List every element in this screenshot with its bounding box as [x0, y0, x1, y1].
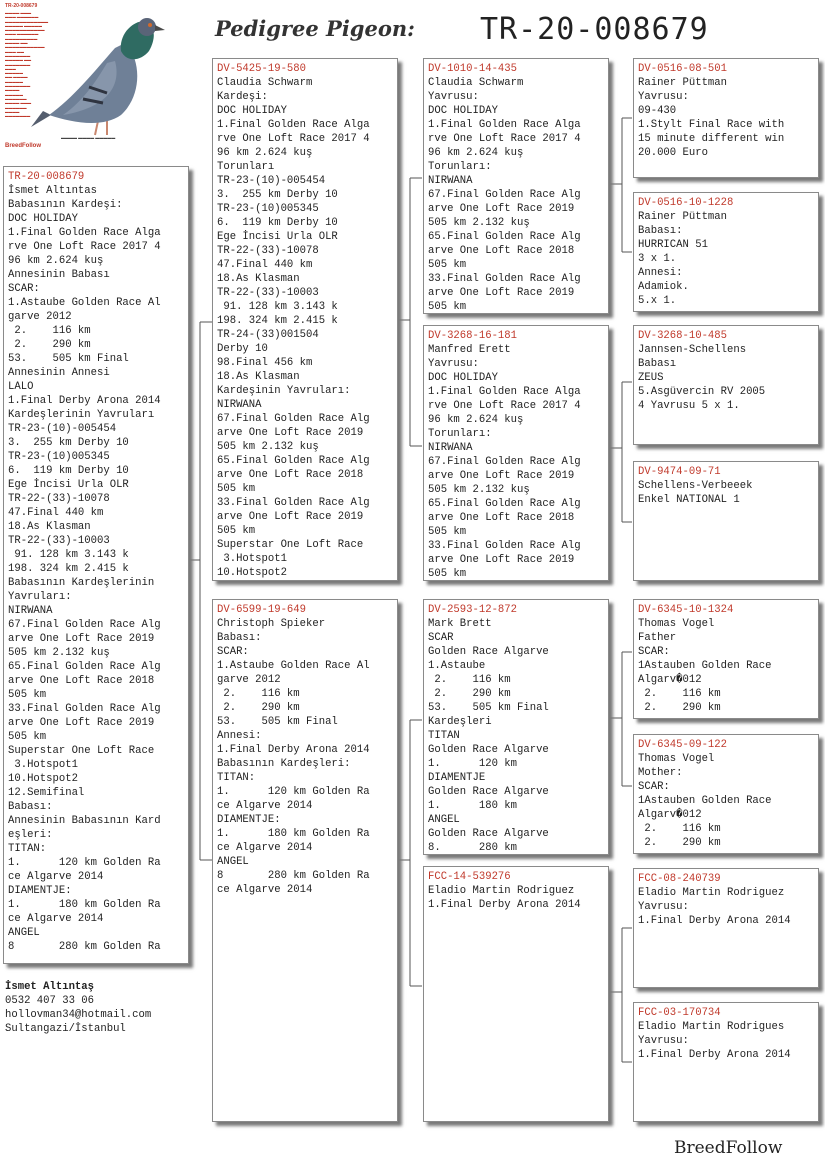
pedigree-line: 505 km — [217, 525, 256, 537]
pedigree-line: 3 x 1. — [638, 253, 677, 265]
pedigree-line: DOC HOLIDAY — [217, 105, 287, 117]
pigeon-photo-card — [3, 3, 186, 153]
pedigree-line: 8. 280 km — [428, 842, 518, 854]
pedigree-line: arve One Loft Race 2019 — [428, 554, 575, 566]
pedigree-line: Kardeşlerinin Yavruları — [8, 409, 155, 421]
pedigree-line: TR-22-(33)-10003 — [217, 287, 319, 299]
grandparent-box-2[interactable] — [423, 325, 609, 581]
pedigree-line: 505 km 2.132 kuş — [428, 217, 530, 229]
pedigree-line: 1Astauben Golden Race — [638, 660, 772, 672]
pedigree-line: Golden Race Algarve — [428, 744, 549, 756]
pedigree-line: TR-23-(10)005345 — [8, 451, 110, 463]
pedigree-line: 67.Final Golden Race Alg — [217, 413, 370, 425]
pedigree-line: Algarv�012 — [638, 809, 702, 821]
great-grandparent-ring-7: FCC-08-240739 — [638, 873, 721, 885]
connector-gp1-ggps — [610, 118, 632, 252]
grandparent-box-3[interactable] — [423, 599, 609, 855]
pedigree-line: ANGEL — [217, 856, 249, 868]
pedigree-line: 1.Final Golden Race Alga — [217, 119, 370, 131]
pedigree-line: DOC HOLIDAY — [8, 213, 78, 225]
great-grandparent-box-6[interactable] — [633, 734, 819, 854]
pedigree-line: arve One Loft Race 2019 — [428, 287, 575, 299]
great-grandparent-ring-1: DV-0516-08-501 — [638, 63, 728, 75]
pedigree-line: Annesinin Babası — [8, 269, 110, 281]
great-grandparent-ring-3: DV-3268-10-485 — [638, 330, 728, 342]
pedigree-line: 33.Final Golden Race Alg — [217, 497, 370, 509]
pedigree-line: 2. 290 km — [638, 837, 721, 849]
great-grandparent-lines-3 — [638, 343, 814, 413]
pedigree-line: Babasının Kardeşlerinin — [8, 577, 155, 589]
pedigree-line: 1.Final Derby Arona 2014 — [428, 899, 581, 911]
pedigree-line: 1. 180 km Golden Ra — [8, 899, 161, 911]
pedigree-line: rve One Loft Race 2017 4 — [8, 241, 161, 253]
pedigree-line: rve One Loft Race 2017 4 — [428, 400, 581, 412]
connector-parent1-gps — [398, 178, 422, 446]
pedigree-line: Jannsen-Schellens — [638, 344, 747, 356]
pedigree-line: 1Astauben Golden Race — [638, 795, 772, 807]
pedigree-line: LALO — [8, 381, 34, 393]
pedigree-line: SCAR: — [638, 781, 670, 793]
pedigree-line: 505 km — [8, 731, 47, 743]
pedigree-line: NIRWANA — [8, 605, 53, 617]
grandparent-lines-2 — [428, 343, 604, 581]
pedigree-line: Babası: — [8, 801, 53, 813]
great-grandparent-lines-6 — [638, 752, 814, 850]
pedigree-line: DOC HOLIDAY — [428, 372, 498, 384]
pedigree-line: arve One Loft Race 2019 — [217, 427, 364, 439]
breeder-email: hollovman34@hotmail.com — [5, 1009, 152, 1021]
pedigree-line: SCAR: — [217, 646, 249, 658]
pedigree-line: 2. 116 km — [638, 688, 721, 700]
pedigree-line: 1. 120 km — [428, 758, 518, 770]
pedigree-line: 09-430 — [638, 105, 677, 117]
pedigree-line: 18.As Klasman — [8, 521, 91, 533]
connector-gp2-ggps — [610, 382, 632, 522]
pedigree-line: 67.Final Golden Race Alg — [8, 619, 161, 631]
dam-box[interactable] — [212, 599, 398, 1122]
pedigree-line: NIRWANA — [217, 399, 262, 411]
pedigree-line: arve One Loft Race 2018 — [8, 675, 155, 687]
pedigree-line: Eladio Martin Rodriguez — [638, 887, 785, 899]
pedigree-line: Golden Race Algarve — [428, 828, 549, 840]
great-grandparent-box-5[interactable] — [633, 599, 819, 719]
pedigree-line: 10.Hotspot2 — [217, 567, 287, 579]
pedigree-line: Babasının Kardeşleri: — [217, 758, 351, 770]
pedigree-line: 96 km 2.624 kuş — [428, 147, 524, 159]
pedigree-line: ce Algarve 2014 — [217, 800, 313, 812]
pedigree-line: 18.As Klasman — [217, 371, 300, 383]
pedigree-line: ANGEL — [8, 927, 40, 939]
great-grandparent-box-4[interactable] — [633, 461, 819, 581]
great-grandparent-box-2[interactable] — [633, 192, 819, 312]
pedigree-line: 33.Final Golden Race Alg — [428, 273, 581, 285]
pedigree-line: NIRWANA — [428, 175, 473, 187]
pedigree-line: Superstar One Loft Race — [217, 539, 364, 551]
grandparent-ring-2: DV-3268-16-181 — [428, 330, 518, 342]
pedigree-line: Annesi: — [217, 730, 262, 742]
grandparent-box-4[interactable] — [423, 866, 609, 1122]
pedigree-line: Manfred Erett — [428, 344, 511, 356]
footer-brand: BreedFollow — [674, 1138, 783, 1158]
pedigree-line: TR-24-(33)001504 — [217, 329, 319, 341]
pedigree-line: 1.Astaube Golden Race Al — [217, 660, 370, 672]
pedigree-line: Rainer Püttman — [638, 77, 728, 89]
pedigree-line: 1.Astaube Golden Race Al — [8, 297, 161, 309]
pedigree-line: 198. 324 km 2.415 k — [217, 315, 338, 327]
pedigree-line: ZEUS — [638, 372, 664, 384]
connector-parent2-gps — [398, 720, 422, 986]
pedigree-line: TR-23-(10)005345 — [217, 203, 319, 215]
pedigree-line: Rainer Püttman — [638, 211, 728, 223]
connector-gp4-ggps — [610, 928, 632, 1062]
pedigree-line: 47.Final 440 km — [8, 507, 104, 519]
pedigree-line: 18.As Klasman — [217, 273, 300, 285]
pedigree-line: ANGEL — [428, 814, 460, 826]
pedigree-line: arve One Loft Race 2018 — [428, 245, 575, 257]
pedigree-line: Thomas Vogel — [638, 618, 715, 630]
photo-card-fineprint: ▬▬▬▬ ▬▬▬ ▬▬▬ ▬▬▬▬▬▬ ▬▬▬▬▬▬▬▬▬▬▬▬ ▬▬▬▬▬ ▬▬▬▬▬ ▬▬▬▬▬▬▬▬▬▬▬ ▬▬▬ ▬▬▬▬▬▬ ▬▬▬▬▬▬▬▬▬ ▬▬▬▬ ▬▬ ▬▬▬▬▬▬▬▬▬▬▬ ▬▬▬ ▬▬ ▬▬▬▬▬▬▬ ▬▬▬▬▬ ▬▬ ▬▬▬▬▬▬▬ ▬▬▬ ▬▬▬▬▬ ▬▬ ▬▬▬▬ ▬▬▬▬▬ ▬▬▬▬▬▬▬ ▬▬▬▬ ▬▬▬▬▬ ▬▬▬▬▬▬ ▬▬▬▬ ▬▬▬ ▬▬▬▬▬▬ ▬▬▬▬ ▬▬▬▬▬▬▬ — [5, 11, 49, 119]
pedigree-line: SCAR: — [638, 646, 670, 658]
great-grandparent-lines-5 — [638, 617, 814, 715]
pedigree-line: Eladio Martin Rodriguez — [428, 885, 575, 897]
pedigree-line: DIAMENTJE: — [217, 814, 281, 826]
great-grandparent-lines-8 — [638, 1020, 814, 1062]
great-grandparent-lines-4 — [638, 479, 814, 507]
pedigree-line: TR-22-(33)-10003 — [8, 535, 110, 547]
pedigree-line: Annesinin Annesi — [8, 367, 110, 379]
pedigree-line: 505 km — [428, 526, 467, 538]
pedigree-line: Golden Race Algarve — [428, 786, 549, 798]
grandparent-ring-1: DV-1010-14-435 — [428, 63, 518, 75]
pedigree-line: 3.Hotspot1 — [8, 759, 78, 771]
subject-box[interactable] — [3, 166, 189, 964]
pigeon-image — [3, 3, 186, 153]
great-grandparent-ring-4: DV-9474-09-71 — [638, 466, 721, 478]
pedigree-line: 65.Final Golden Race Alg — [428, 498, 581, 510]
pedigree-line: arve One Loft Race 2018 — [428, 512, 575, 524]
pedigree-line: 6. 119 km Derby 10 — [8, 465, 129, 477]
pedigree-line: 505 km — [428, 301, 467, 313]
pedigree-line: 2. 290 km — [428, 688, 511, 700]
connector-subject-parents — [190, 322, 212, 860]
pedigree-line: 33.Final Golden Race Alg — [8, 703, 161, 715]
pedigree-line: Yavrusu: — [428, 91, 479, 103]
pedigree-line: DIAMENTJE — [428, 772, 486, 784]
great-grandparent-box-8[interactable] — [633, 1002, 819, 1122]
pedigree-line: 1.Stylt Final Race with — [638, 119, 785, 131]
pedigree-line: arve One Loft Race 2019 — [8, 633, 155, 645]
pedigree-line: 65.Final Golden Race Alg — [8, 661, 161, 673]
pedigree-line: 505 km — [428, 259, 467, 271]
pedigree-line: 98.Final 456 km — [217, 357, 313, 369]
pedigree-line: 1.Final Derby Arona 2014 — [8, 395, 161, 407]
main-ring-number: TR-20-008679 — [480, 12, 709, 47]
pedigree-line: 2. 116 km — [8, 325, 91, 337]
pedigree-line: DIAMENTJE: — [8, 885, 72, 897]
pedigree-line: Claudia Schwarm — [217, 77, 313, 89]
pedigree-line: 2. 116 km — [638, 823, 721, 835]
pedigree-line: garve 2012 — [8, 311, 72, 323]
pedigree-line: Christoph Spieker — [217, 618, 326, 630]
pedigree-line: 65.Final Golden Race Alg — [428, 231, 581, 243]
pedigree-line: Yavrusu: — [638, 901, 689, 913]
pedigree-line: 67.Final Golden Race Alg — [428, 456, 581, 468]
great-grandparent-ring-8: FCC-03-170734 — [638, 1007, 721, 1019]
breeder-location: Sultangazi/İstanbul — [5, 1023, 126, 1035]
pedigree-line: 53. 505 km Final — [8, 353, 129, 365]
great-grandparent-ring-5: DV-6345-10-1324 — [638, 604, 734, 616]
pedigree-line: Kardeşinin Yavruları: — [217, 385, 351, 397]
pedigree-line: Ege İncisi Urla OLR — [217, 231, 338, 243]
pedigree-line: 4 Yavrusu 5 x 1. — [638, 400, 740, 412]
pedigree-line: Algarv�012 — [638, 674, 702, 686]
pedigree-line: 33.Final Golden Race Alg — [428, 540, 581, 552]
pedigree-line: 1. 120 km Golden Ra — [8, 857, 161, 869]
pedigree-line: 20.000 Euro — [638, 147, 708, 159]
pedigree-line: Adamiok. — [638, 281, 689, 293]
pedigree-line: 1.Astaube — [428, 660, 486, 672]
pedigree-line: 96 km 2.624 kuş — [8, 255, 104, 267]
pedigree-line: Mark Brett — [428, 618, 492, 630]
pedigree-line: Superstar One Loft Race — [8, 745, 155, 757]
great-grandparent-ring-6: DV-6345-09-122 — [638, 739, 728, 751]
pedigree-line: ce Algarve 2014 — [217, 884, 313, 896]
photo-card-logo: BreedFollow — [5, 143, 42, 149]
sire-ring: DV-5425-19-580 — [217, 63, 307, 75]
pedigree-line: 3.Hotspot1 — [217, 553, 287, 565]
pedigree-line: Yavruları: — [8, 591, 72, 603]
pedigree-line: Babası: — [638, 225, 683, 237]
pedigree-line: 505 km 2.132 kuş — [217, 441, 319, 453]
breeder-phone: 0532 407 33 06 — [5, 995, 95, 1007]
pedigree-line: arve One Loft Race 2019 — [8, 717, 155, 729]
pedigree-line: 8 280 km Golden Ra — [8, 941, 161, 953]
grandparent-box-1[interactable] — [423, 58, 609, 314]
pedigree-line: 3. 255 km Derby 10 — [8, 437, 129, 449]
sire-box[interactable] — [212, 58, 398, 581]
pedigree-line: 47.Final 440 km — [217, 259, 313, 271]
pedigree-line: 1.Final Golden Race Alga — [8, 227, 161, 239]
breeder-info — [5, 980, 151, 1036]
pedigree-line: Annesinin Babasının Kard — [8, 815, 161, 827]
subject-ring: TR-20-008679 — [8, 171, 85, 183]
pedigree-line: eşleri: — [8, 829, 53, 841]
pedigree-line: 1. 180 km — [428, 800, 518, 812]
pedigree-line: 96 km 2.624 kuş — [217, 147, 313, 159]
pedigree-line: Golden Race Algarve — [428, 646, 549, 658]
pedigree-line: 65.Final Golden Race Alg — [217, 455, 370, 467]
pedigree-line: 505 km — [8, 689, 47, 701]
pedigree-line: 67.Final Golden Race Alg — [428, 189, 581, 201]
pedigree-line: Yavrusu: — [638, 1035, 689, 1047]
pedigree-line: Babasının Kardeşi: — [8, 199, 123, 211]
pedigree-line: 53. 505 km Final — [428, 702, 549, 714]
pedigree-line: 2. 116 km — [428, 674, 511, 686]
pedigree-line: Kardeşleri — [428, 716, 492, 728]
pedigree-line: 1.Final Derby Arona 2014 — [638, 1049, 791, 1061]
pedigree-line: 3. 255 km Derby 10 — [217, 189, 338, 201]
pedigree-line: 505 km 2.132 kuş — [8, 647, 110, 659]
great-grandparent-ring-2: DV-0516-10-1228 — [638, 197, 734, 209]
pedigree-line: Mother: — [638, 767, 683, 779]
pedigree-line: 1.Final Golden Race Alga — [428, 119, 581, 131]
pedigree-line: SCAR: — [8, 283, 40, 295]
pedigree-line: TITAN: — [8, 843, 47, 855]
pedigree-line: 2. 290 km — [217, 702, 300, 714]
pedigree-line: NIRWANA — [428, 442, 473, 454]
great-grandparent-box-7[interactable] — [633, 868, 819, 988]
pedigree-line: Torunları: — [428, 428, 492, 440]
pedigree-line: 505 km — [217, 483, 256, 495]
pedigree-line: arve One Loft Race 2019 — [217, 511, 364, 523]
pedigree-line: Yavrusu: — [638, 91, 689, 103]
pedigree-line: Torunları: — [428, 161, 492, 173]
pedigree-line: 1. 120 km Golden Ra — [217, 786, 370, 798]
pedigree-line: 6. 119 km Derby 10 — [217, 217, 338, 229]
pedigree-line: TR-23-(10)-005454 — [217, 175, 326, 187]
pedigree-line: 1.Final Derby Arona 2014 — [638, 915, 791, 927]
breeder-name: İsmet Altıntaş — [5, 981, 95, 993]
pedigree-line: 2. 290 km — [8, 339, 91, 351]
pedigree-line: TITAN: — [217, 772, 256, 784]
pedigree-line: ce Algarve 2014 — [217, 842, 313, 854]
pedigree-line: TR-22-(33)-10078 — [8, 493, 110, 505]
pedigree-line: Torunları — [217, 161, 275, 173]
pedigree-line: 91. 128 km 3.143 k — [217, 301, 338, 313]
connector-gp3-ggps — [610, 652, 632, 786]
pedigree-line: 12.Semifinal — [8, 787, 85, 799]
pedigree-line: Babası: — [217, 632, 262, 644]
pedigree-line: HURRICAN 51 — [638, 239, 708, 251]
pedigree-line: 15 minute different win — [638, 133, 785, 145]
pedigree-line: SCAR — [428, 632, 454, 644]
pedigree-line: 96 km 2.624 kuş — [428, 414, 524, 426]
dam-lines — [217, 617, 393, 897]
pedigree-line: 198. 324 km 2.415 k — [8, 563, 129, 575]
pedigree-line: 5.Asgüvercin RV 2005 — [638, 386, 766, 398]
great-grandparent-lines-7 — [638, 886, 814, 928]
subject-lines — [8, 184, 184, 954]
pedigree-line: 2. 290 km — [638, 702, 721, 714]
pedigree-line: Father — [638, 632, 677, 644]
pedigree-line: 1.Final Golden Race Alga — [428, 386, 581, 398]
pedigree-line: Kardeşi: — [217, 91, 268, 103]
grandparent-lines-4 — [428, 884, 604, 912]
photo-card-ring: TR-20-008679 — [5, 3, 38, 9]
pedigree-line: arve One Loft Race 2019 — [428, 203, 575, 215]
pedigree-line: rve One Loft Race 2017 4 — [217, 133, 370, 145]
grandparent-lines-3 — [428, 617, 604, 855]
pedigree-line: Ege İncisi Urla OLR — [8, 479, 129, 491]
pedigree-line: arve One Loft Race 2019 — [428, 470, 575, 482]
pedigree-line: TITAN — [428, 730, 460, 742]
pedigree-line: Enkel NATIONAL 1 — [638, 494, 740, 506]
pedigree-line: 2. 116 km — [217, 688, 300, 700]
pedigree-line: 8 280 km Golden Ra — [217, 870, 370, 882]
pedigree-line: Eladio Martin Rodrigues — [638, 1021, 785, 1033]
pedigree-line: 505 km — [428, 568, 467, 580]
great-grandparent-lines-1 — [638, 76, 814, 160]
pedigree-line: Annesi: — [638, 267, 683, 279]
grandparent-lines-1 — [428, 76, 604, 314]
pedigree-line: 1.Final Derby Arona 2014 — [217, 744, 370, 756]
pedigree-line: TR-23-(10)-005454 — [8, 423, 117, 435]
pedigree-line: 5.x 1. — [638, 295, 677, 307]
pedigree-line: Babası — [638, 358, 677, 370]
page-title: Pedigree Pigeon: — [215, 16, 415, 41]
pedigree-line: Claudia Schwarm — [428, 77, 524, 89]
pedigree-line: Yavrusu: — [428, 358, 479, 370]
pedigree-line: 10.Hotspot2 — [8, 773, 78, 785]
pedigree-line: ce Algarve 2014 — [8, 871, 104, 883]
dam-ring: DV-6599-19-649 — [217, 604, 307, 616]
pedigree-line: Derby 10 — [217, 343, 268, 355]
sire-lines — [217, 76, 393, 580]
pedigree-line: 1. 180 km Golden Ra — [217, 828, 370, 840]
pedigree-line: Thomas Vogel — [638, 753, 715, 765]
pedigree-line: arve One Loft Race 2018 — [217, 469, 364, 481]
pedigree-line: 91. 128 km 3.143 k — [8, 549, 129, 561]
grandparent-ring-4: FCC-14-539276 — [428, 871, 511, 883]
pedigree-line: garve 2012 — [217, 674, 281, 686]
great-grandparent-box-1[interactable] — [633, 58, 819, 178]
pedigree-line: rve One Loft Race 2017 4 — [428, 133, 581, 145]
photo-card-caption: ▬▬▬▬ ▬▬▬▬ ▬▬▬▬▬ — [61, 135, 116, 140]
grandparent-ring-3: DV-2593-12-872 — [428, 604, 518, 616]
pedigree-line: ce Algarve 2014 — [8, 913, 104, 925]
pedigree-line: TR-22-(33)-10078 — [217, 245, 319, 257]
pedigree-line: 53. 505 km Final — [217, 716, 338, 728]
pedigree-line: DOC HOLIDAY — [428, 105, 498, 117]
pedigree-line: İsmet Altıntas — [8, 185, 98, 197]
great-grandparent-box-3[interactable] — [633, 325, 819, 445]
pedigree-line: 505 km 2.132 kuş — [428, 484, 530, 496]
pedigree-line: Schellens-Verbeeek — [638, 480, 753, 492]
great-grandparent-lines-2 — [638, 210, 814, 308]
